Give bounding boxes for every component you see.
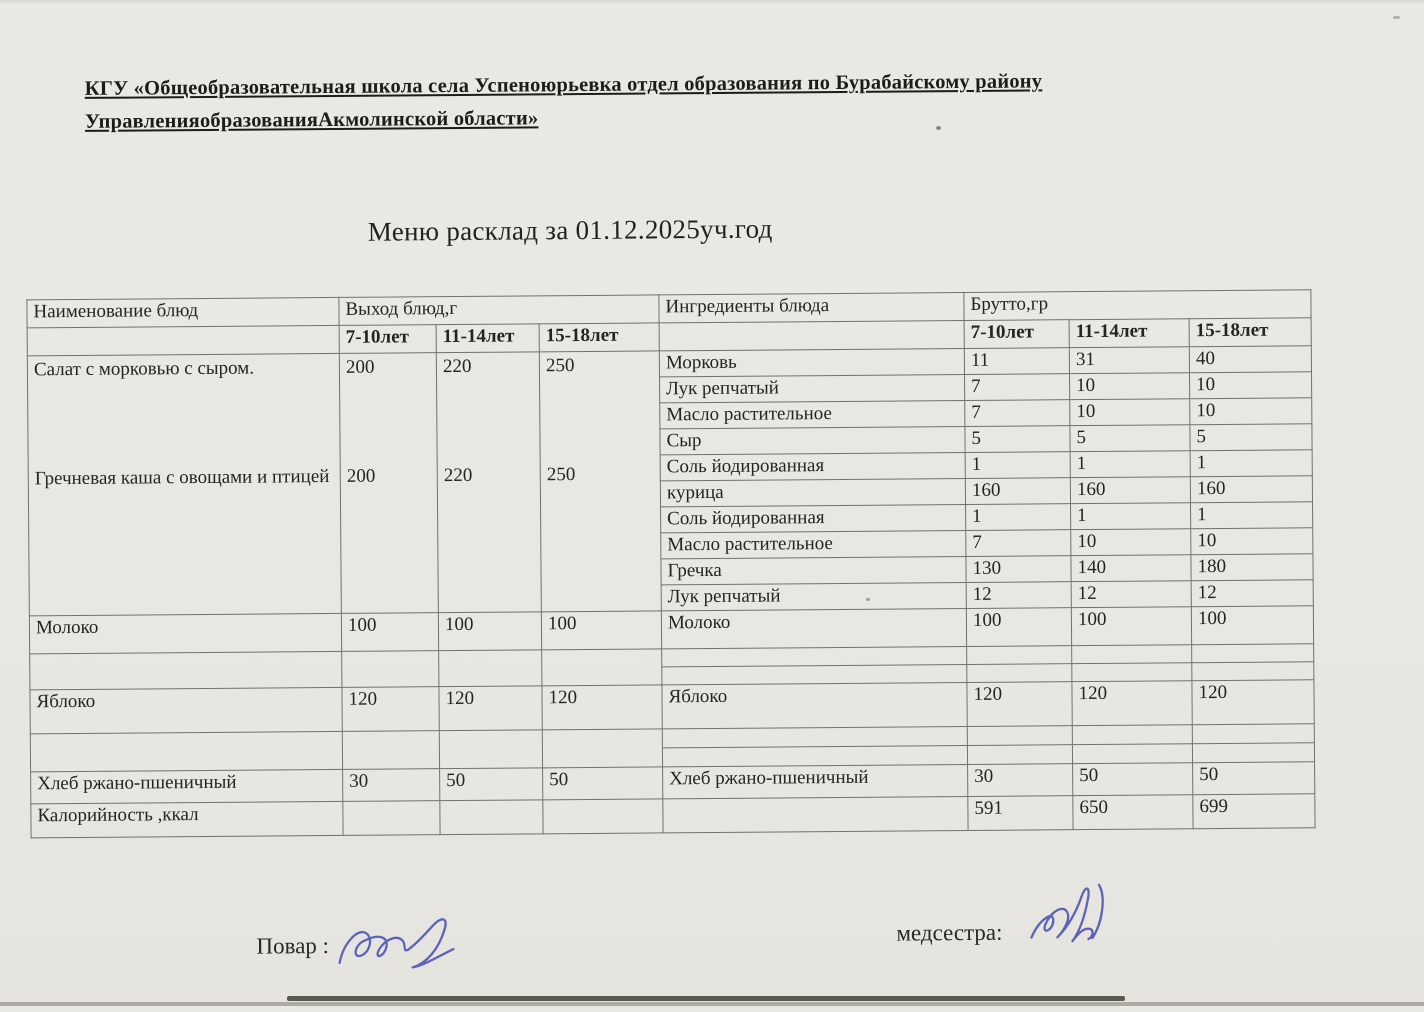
empty-cell: [659, 321, 964, 351]
age-group-header: 7-10лет: [339, 325, 436, 354]
col-header-output: Выход блюд,г: [339, 295, 659, 326]
ingredient-name-cell: Морковь: [659, 349, 964, 377]
brutto-value-cell: 1: [966, 504, 1071, 531]
empty-cell: [663, 796, 968, 832]
empty-cell: [543, 799, 663, 834]
ingredient-name-cell: Гречка: [661, 557, 966, 585]
scan-edge-top: [0, 0, 1424, 5]
scan-artifact-bottom-strip: [287, 996, 1125, 1001]
output-value-cell: 50: [440, 768, 543, 801]
calories-value-cell: 699: [1193, 794, 1315, 829]
brutto-value-cell: 12: [1071, 581, 1191, 608]
col-header-ingredients: Ингредиенты блюда: [659, 293, 964, 323]
org-header-line2: УправленияобразованияАкмолинской области»: [84, 107, 539, 134]
ingredient-name-cell: Лук репчатый: [661, 583, 966, 611]
empty-cell: [662, 647, 967, 667]
calories-value-cell: 650: [1073, 795, 1193, 830]
output-value-cell: 120: [542, 685, 662, 730]
output-value: 200: [345, 356, 375, 378]
calories-value-cell: 591: [968, 796, 1073, 831]
empty-cell: [439, 650, 542, 687]
empty-cell: [662, 727, 967, 748]
brutto-value-cell: 10: [1190, 372, 1312, 399]
brutto-value-cell: 5: [965, 426, 1070, 453]
empty-cell: [967, 664, 1072, 683]
empty-cell: [343, 801, 440, 836]
output-value-cell: 100: [341, 613, 438, 652]
empty-cell: [30, 651, 342, 689]
output-value-cell: [339, 353, 438, 614]
brutto-value-cell: 180: [1191, 554, 1313, 581]
brutto-value-cell: 11: [964, 348, 1069, 375]
empty-cell: [1072, 663, 1192, 682]
scan-edge-bottom: [0, 1002, 1424, 1006]
brutto-value-cell: 160: [1190, 476, 1312, 503]
empty-cell: [967, 646, 1072, 665]
col-header-dish-names: Наименование блюд: [27, 297, 339, 327]
cook-label: Повар :: [256, 933, 330, 959]
brutto-value-cell: 31: [1069, 347, 1189, 374]
brutto-value-cell: 1: [1190, 450, 1312, 477]
empty-cell: [27, 325, 339, 355]
empty-cell: [440, 800, 543, 835]
ingredient-name-cell: Сыр: [660, 427, 965, 455]
brutto-value-cell: 1: [1191, 502, 1313, 529]
scan-speck: [1393, 16, 1400, 19]
empty-cell: [1192, 743, 1314, 763]
scan-speck: [866, 598, 870, 601]
brutto-value-cell: 10: [1191, 528, 1313, 555]
brutto-value-cell: 1: [965, 452, 1070, 479]
output-value-cell: [539, 351, 661, 612]
empty-cell: [342, 651, 439, 688]
empty-cell: [1192, 662, 1314, 681]
output-value-cell: 50: [543, 767, 663, 800]
ingredient-name-cell: Масло растительное: [661, 531, 966, 559]
output-value: 250: [546, 464, 576, 486]
ingredient-name-cell: Молоко: [661, 609, 966, 649]
brutto-value-cell: 1: [1071, 503, 1191, 530]
col-header-brutto: Брутто,гр: [964, 290, 1311, 321]
brutto-value-cell: 7: [966, 530, 1071, 557]
empty-cell: [542, 729, 662, 768]
brutto-value-cell: 160: [965, 478, 1070, 505]
ingredient-name-cell: Яблоко: [662, 683, 967, 729]
dish-name: Салат с морковью с сыром.: [33, 357, 255, 381]
brutto-value-cell: 12: [1191, 580, 1313, 607]
brutto-value-cell: 120: [1072, 681, 1192, 726]
ingredient-name-cell: Лук репчатый: [660, 375, 965, 403]
empty-cell: [967, 726, 1072, 746]
dish-name-cell: Молоко: [29, 613, 341, 653]
brutto-value-cell: 10: [1070, 373, 1190, 400]
brutto-value-cell: 5: [1070, 425, 1190, 452]
brutto-value-cell: 40: [1189, 346, 1311, 373]
brutto-value-cell: 160: [1070, 477, 1190, 504]
empty-cell: [1192, 724, 1314, 744]
empty-cell: [342, 731, 439, 770]
brutto-value-cell: 10: [1070, 399, 1190, 426]
brutto-value-cell: 100: [1071, 607, 1191, 646]
nurse-signature: [1019, 877, 1120, 968]
age-group-header: 11-14лет: [436, 324, 539, 353]
empty-cell: [1072, 645, 1192, 664]
dish-name-cell: [27, 353, 341, 615]
brutto-value-cell: 140: [1071, 555, 1191, 582]
age-group-header: 11-14лет: [1069, 319, 1189, 348]
ingredient-name-cell: Соль йодированная: [660, 453, 965, 481]
empty-cell: [439, 730, 542, 769]
ingredient-name-cell: Масло растительное: [660, 401, 965, 429]
output-value-cell: 30: [343, 769, 440, 802]
output-value: 220: [442, 355, 472, 378]
brutto-value-cell: 5: [1190, 424, 1312, 451]
output-value: 200: [346, 465, 376, 487]
org-header-line1: КГУ «Общеобразовательная школа села Успеноюрьевка отдел образования по Бурабайскому району: [84, 70, 1043, 100]
output-value-cell: 100: [541, 611, 661, 650]
empty-cell: [1072, 744, 1192, 764]
ingredient-name-cell: курица: [660, 479, 965, 507]
brutto-value-cell: 100: [1191, 606, 1313, 645]
empty-cell: [662, 746, 967, 767]
brutto-value-cell: 7: [965, 400, 1070, 427]
output-value-cell: [436, 352, 541, 613]
dish-name-cell: Яблоко: [30, 687, 342, 733]
brutto-value-cell: 130: [966, 556, 1071, 583]
age-group-header: 7-10лет: [964, 320, 1069, 349]
brutto-value-cell: 12: [966, 582, 1071, 609]
empty-cell: [542, 649, 662, 686]
dish-name-cell: Калорийность ,ккал: [31, 801, 343, 837]
brutto-value-cell: 10: [1190, 398, 1312, 425]
empty-cell: [30, 731, 342, 771]
empty-cell: [1072, 725, 1192, 745]
ingredient-name-cell: Соль йодированная: [661, 505, 966, 533]
nurse-label: медсестра:: [896, 919, 1003, 946]
output-value: 250: [545, 355, 575, 377]
brutto-value-cell: 100: [966, 608, 1071, 647]
document-title: Меню расклад за 01.12.2025уч.год: [367, 213, 773, 247]
brutto-value-cell: 50: [1193, 762, 1315, 795]
brutto-value-cell: 1: [1070, 451, 1190, 478]
output-value-cell: 120: [439, 686, 542, 731]
output-value: 220: [443, 464, 473, 487]
dish-name-cell: Хлеб ржано-пшеничный: [31, 769, 343, 803]
brutto-value-cell: 120: [1192, 680, 1314, 725]
brutto-value-cell: 30: [968, 764, 1073, 797]
empty-cell: [1192, 644, 1314, 663]
output-value-cell: 100: [438, 612, 541, 651]
cook-signature: [333, 898, 474, 989]
empty-cell: [967, 745, 1072, 765]
menu-table: [26, 289, 1315, 838]
scan-speck: [936, 126, 941, 130]
brutto-value-cell: 50: [1073, 763, 1193, 796]
empty-cell: [662, 665, 967, 685]
org-header: [85, 65, 1145, 140]
brutto-value-cell: 10: [1071, 529, 1191, 556]
age-group-header: 15-18лет: [539, 323, 659, 352]
brutto-value-cell: 120: [967, 682, 1072, 727]
dish-name: Гречневая каша с овощами и птицей: [34, 466, 330, 490]
brutto-value-cell: 7: [965, 374, 1070, 401]
ingredient-name-cell: Хлеб ржано-пшеничный: [663, 765, 968, 799]
age-group-header: 15-18лет: [1189, 318, 1311, 347]
output-value-cell: 120: [342, 687, 439, 732]
